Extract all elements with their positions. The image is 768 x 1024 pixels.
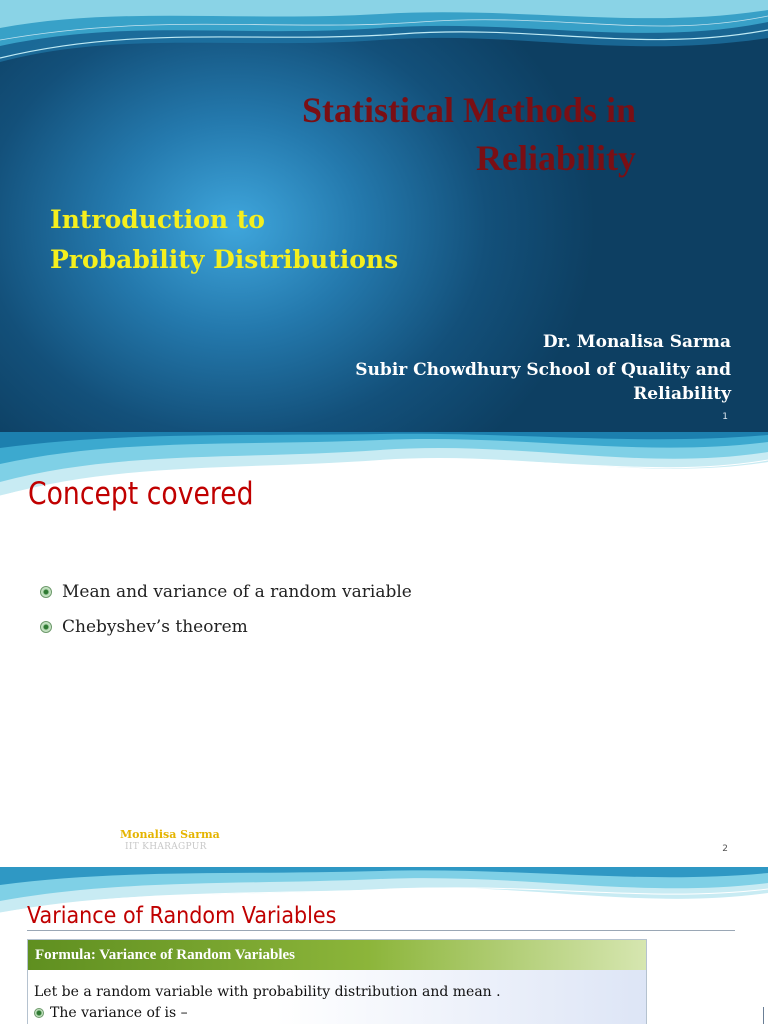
title-divider: [27, 930, 735, 931]
page-number: 2: [722, 844, 728, 854]
author-affiliation: Subir Chowdhury School of Quality and Reliability: [355, 360, 731, 404]
author-name: Dr. Monalisa Sarma: [542, 332, 731, 352]
formula-box-header: Formula: Variance of Random Variables: [28, 940, 646, 970]
list-item: [40, 609, 412, 644]
list-item-text: Chebyshev’s theorem: [62, 616, 248, 637]
title-slide: [0, 0, 768, 432]
formula-bullet: [34, 1005, 188, 1021]
green-circle-bullet-icon: [40, 586, 52, 598]
footer-name: Monalisa Sarma: [120, 828, 220, 841]
list-item: [40, 574, 412, 609]
wave-decoration: [0, 0, 768, 75]
slide-title: Concept covered: [28, 476, 254, 512]
formula-box: [27, 939, 647, 1024]
variance-slide: [0, 867, 768, 1024]
green-circle-bullet-icon: [34, 1008, 44, 1018]
presentation-title: Statistical Methods in Reliability: [301, 90, 636, 178]
slide-title: Variance of Random Variables: [27, 903, 337, 929]
bullet-list: [40, 574, 412, 644]
page-number: 1: [722, 412, 728, 422]
presentation-subtitle: Introduction to Probability Distributions: [50, 205, 399, 274]
concepts-slide: [0, 432, 768, 867]
formula-text: Let be a random variable with probability distribution and mean .: [34, 984, 501, 1000]
green-circle-bullet-icon: [40, 621, 52, 633]
divider: [763, 1007, 764, 1024]
list-item-text: Mean and variance of a random variable: [62, 581, 412, 602]
footer-institute: IIT KHARAGPUR: [125, 842, 207, 852]
formula-bullet-text: The variance of is –: [50, 1005, 188, 1021]
